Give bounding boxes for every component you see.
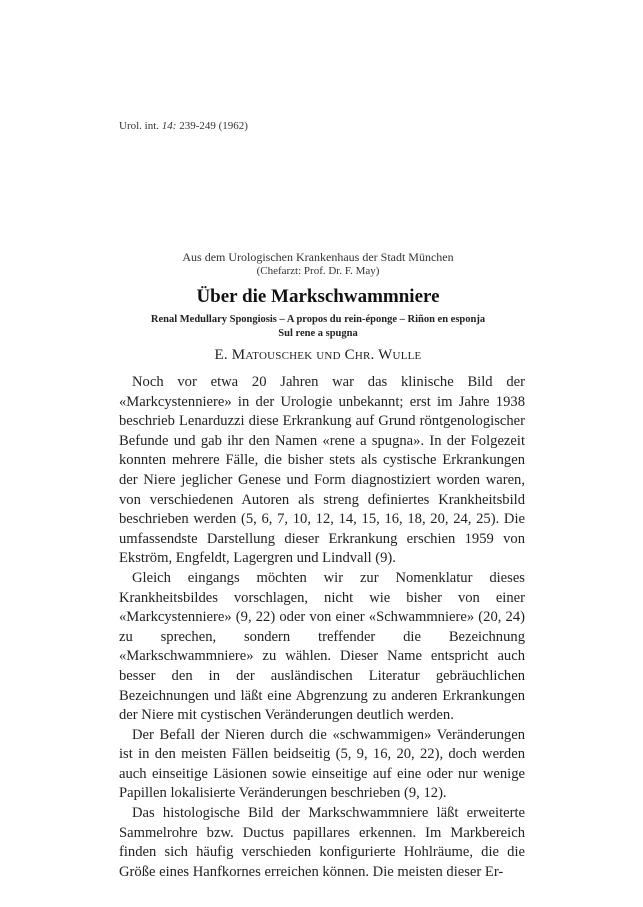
citation — [119, 120, 248, 132]
journal-volume: 14: — [161, 120, 177, 132]
article-header — [118, 250, 518, 364]
paragraph-4: Das histologische Bild der Markschwammniere läßt erweiterte Sammelrohre bzw. Ductus papillares erkennen. Im Markbereich finden sich häufig verschieden konfigurierte Hohlräume, die die Größe eines Hanfkornes erreichen können. Die meisten dieser Er- — [119, 805, 525, 880]
article-body — [119, 373, 525, 882]
subtitle-line-1: Renal Medullary Spongiosis – A propos du rein-éponge – Riñon en esponja — [150, 314, 486, 325]
chief-physician: (Chefarzt: Prof. Dr. F. May) — [256, 265, 380, 277]
journal-pages: 239-249 (1962) — [179, 120, 248, 132]
paragraph-2: Gleich eingangs möchten wir zur Nomenklatur dieses Krankheitsbildes vorschlagen, nicht wie bisher von einer «Markcystenniere» (9, 22) oder von einer «Schwammniere» (20, 24) zu sprechen, sondern treffender die Bezeichnung «Markschwammniere» zu wählen. Dieser Name entspricht auch besser den in der ausländischen Literatur gebräuchlichen Bezeichnungen und läßt eine Abgrenzung zu anderen Erkrankungen der Niere mit cystischen Veränderungen deutlich werden. — [119, 569, 525, 724]
subtitle-line-2: Sul rene a spugna — [278, 328, 358, 339]
institution: Aus dem Urologischen Krankenhaus der Stadt München — [182, 250, 454, 264]
authors: E. Matouschek und Chr. Wulle — [214, 347, 422, 363]
article-title: Über die Markschwammniere — [196, 286, 440, 307]
paragraph-3: Der Befall der Nieren durch die «schwammigen» Veränderungen ist in den meisten Fällen beidseitig (5, 9, 16, 20, 22), doch werden auch einseitige Läsionen sowie einseitige auf eine oder nur wenige Papillen lokalisierte Veränderungen beschrieben (9, 12). — [119, 726, 525, 802]
paragraph-1: Noch vor etwa 20 Jahren war das klinische Bild der «Markcystenniere» in der Urologie unbekannt; erst im Jahre 1938 beschrieb Lenarduzzi diese Erkrankung auf Grund röntgenologischer Befunde und gab ihr den Namen «rene a spugna». In der Folgezeit konnten mehrere Fälle, die bisher stets als cystische Erkrankungen der Niere jeglicher Genese und Form diagnostiziert worden waren, von verschiedenen Autoren als streng definiertes Krankheitsbild beschrieben werden (5, 6, 7, 10, 12, 14, 15, 16, 18, 20, 24, 25). Die umfassendste Darstellung dieser Erkrankung erschien 1959 von Ekström, Engfeldt, Lagergren und Lindvall (9). — [119, 374, 525, 567]
journal-name: Urol. int. — [119, 120, 160, 132]
